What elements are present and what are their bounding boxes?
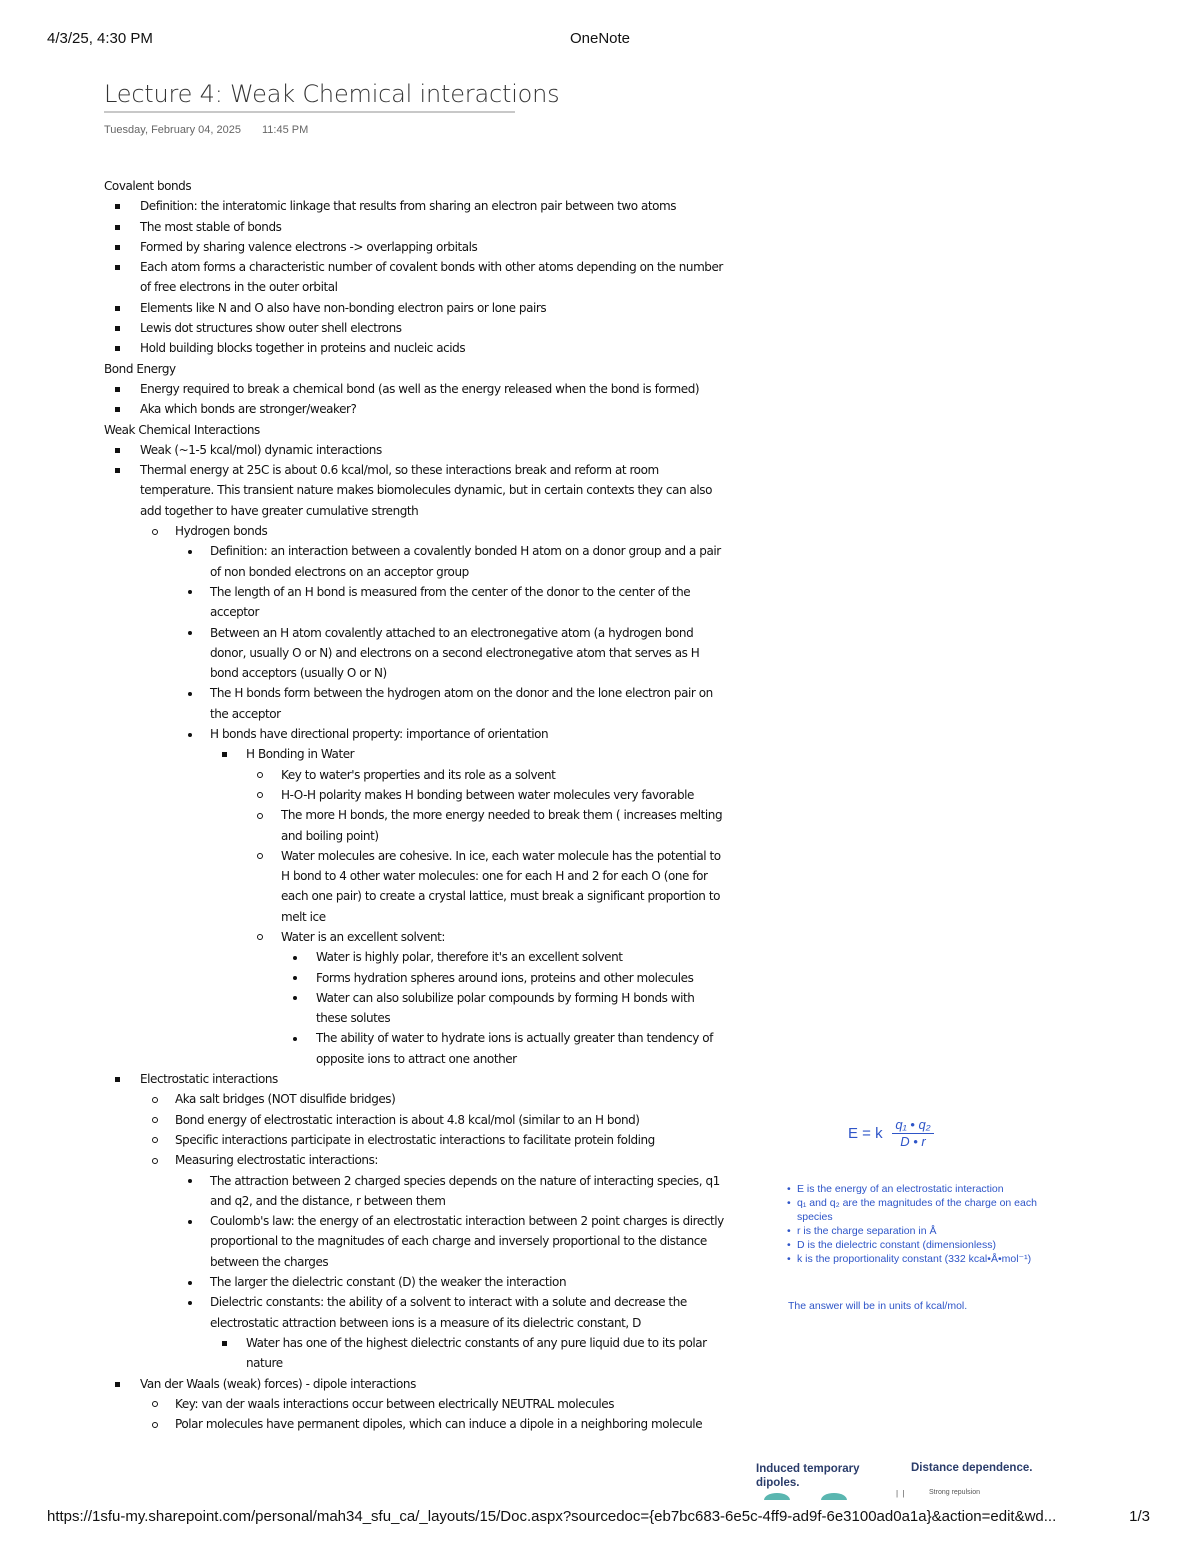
print-url: https://1sfu-my.sharepoint.com/personal/mah34_sfu_ca/_layouts/15/Doc.aspx?sourcedoc={eb7bc683-6e5c-4ff9-ad9f-6e3100ad0a1a}&action=edit&wd... [47, 1508, 1057, 1525]
page-time: 11:45 PM [262, 124, 309, 136]
weak-interactions-list [104, 440, 724, 521]
list-item: Van der Waals (weak) forces) - dipole interactions [104, 1374, 724, 1394]
list-item: Bond energy of electrostatic interaction is about 4.8 kcal/mol (similar to an H bond) [104, 1110, 724, 1130]
equation-numerator: q₁ • q₂ [892, 1117, 934, 1134]
molecule-shape [821, 1493, 847, 1500]
list-item: The more H bonds, the more energy needed to break them ( increases melting and boiling point) [104, 805, 724, 846]
measuring-list [104, 1171, 724, 1333]
print-page-number: 1/3 [1129, 1508, 1150, 1525]
list-item: The H bonds form between the hydrogen atom on the donor and the lone electron pair on the acceptor [104, 683, 724, 724]
list-item: H bonds have directional property: importance of orientation [104, 724, 724, 744]
bond-energy-list [104, 379, 724, 420]
list-item: • D is the dielectric constant (dimensionless) [785, 1238, 1045, 1252]
list-item: Aka which bonds are stronger/weaker? [104, 399, 724, 419]
print-datetime: 4/3/25, 4:30 PM [47, 30, 153, 47]
coulomb-equation [848, 1117, 931, 1149]
list-item: Elements like N and O also have non-bonding electron pairs or lone pairs [104, 298, 724, 318]
list-item: Coulomb's law: the energy of an electrostatic interaction between 2 point charges is directly proportional to the magnitudes of each charge and inversely proportional to the distance between the charges [104, 1211, 724, 1272]
title-underline [104, 111, 515, 113]
list-item: Hold building blocks together in proteins and nucleic acids [104, 338, 724, 358]
list-item: Dielectric constants: the ability of a solvent to interact with a solute and decrease the electrostatic attraction between ions is a measure of its dielectric constant, D [104, 1292, 724, 1333]
list-item: • k is the proportionality constant (332 kcal•Å•mol⁻¹) [785, 1252, 1045, 1266]
dielectric-sub-list [104, 1333, 724, 1374]
water-list [104, 765, 724, 948]
list-item: • q₁ and q₂ are the magnitudes of the charge on each species [785, 1196, 1045, 1224]
list-item: Thermal energy at 25C is about 0.6 kcal/mol, so these interactions break and reform at room temperature. This transient nature makes biomolecules dynamic, but in certain contexts they can also add together to have greater cumulative strength [104, 460, 724, 521]
list-item: Lewis dot structures show outer shell electrons [104, 318, 724, 338]
list-item: Weak (~1-5 kcal/mol) dynamic interactions [104, 440, 724, 460]
graph-axis-marks: | | [896, 1489, 905, 1498]
list-item: H Bonding in Water [104, 744, 724, 764]
list-item: Hydrogen bonds [104, 521, 724, 541]
hbond-details [104, 541, 724, 744]
note-body[interactable] [104, 176, 724, 1434]
section-heading-bond-energy: Bond Energy [104, 361, 176, 376]
list-item: Forms hydration spheres around ions, proteins and other molecules [104, 968, 724, 988]
equation-denominator: D • r [900, 1134, 926, 1149]
distance-dependence-caption: Distance dependence. [911, 1462, 1033, 1474]
list-item: Formed by sharing valence electrons -> overlapping orbitals [104, 237, 724, 257]
list-item: The ability of water to hydrate ions is actually greater than tendency of opposite ions to attract one another [104, 1028, 724, 1069]
page-title[interactable]: Lecture 4: Weak Chemical interactions [104, 80, 560, 108]
list-item: Water is highly polar, therefore it's an excellent solvent [104, 947, 724, 967]
list-item: Energy required to break a chemical bond (as well as the energy released when the bond is formed) [104, 379, 724, 399]
water-heading-list [104, 744, 724, 764]
vdw-list [104, 1394, 724, 1435]
equation-variable-list [785, 1182, 1045, 1266]
vdw-heading-list [104, 1374, 724, 1394]
list-item: Water has one of the highest dielectric constants of any pure liquid due to its polar nature [104, 1333, 724, 1374]
equation-answer-note: The answer will be in units of kcal/mol. [788, 1300, 968, 1312]
list-item: The attraction between 2 charged species depends on the nature of interacting species, q1 and q2, and the distance, r between them [104, 1171, 724, 1212]
list-item: Water can also solubilize polar compounds by forming H bonds with these solutes [104, 988, 724, 1029]
section-heading-weak: Weak Chemical Interactions [104, 422, 260, 437]
list-item: Each atom forms a characteristic number of covalent bonds with other atoms depending on the number of free electrons in the outer orbital [104, 257, 724, 298]
section-heading-covalent: Covalent bonds [104, 179, 192, 193]
list-item: Measuring electrostatic interactions: [104, 1150, 724, 1170]
list-item: Electrostatic interactions [104, 1069, 724, 1089]
list-item: Key to water's properties and its role as a solvent [104, 765, 724, 785]
electrostatic-heading-list [104, 1069, 724, 1089]
list-item: • E is the energy of an electrostatic interaction [785, 1182, 1045, 1196]
list-item: The most stable of bonds [104, 217, 724, 237]
equation-fraction [892, 1117, 934, 1149]
list-item: • r is the charge separation in Å [785, 1224, 1045, 1238]
list-item: Definition: an interaction between a covalently bonded H atom on a donor group and a pair of non bonded electrons on an acceptor group [104, 541, 724, 582]
list-item: Specific interactions participate in electrostatic interactions to facilitate protein folding [104, 1130, 724, 1150]
list-item: Key: van der waals interactions occur between electrically NEUTRAL molecules [104, 1394, 724, 1414]
page-date: Tuesday, February 04, 2025 [104, 124, 241, 136]
list-item: Definition: the interatomic linkage that results from sharing an electron pair between two atoms [104, 196, 724, 216]
hbond-list [104, 521, 724, 541]
list-item: H-O-H polarity makes H bonding between water molecules very favorable [104, 785, 724, 805]
molecule-shape [764, 1493, 790, 1500]
list-item: Water molecules are cohesive. In ice, each water molecule has the potential to H bond to 4 other water molecules: one for each H and 2 for each O (one for each one pair) to create a crystal lattice, must break a significant proportion to melt ice [104, 846, 724, 927]
list-item: The larger the dielectric constant (D) the weaker the interaction [104, 1272, 724, 1292]
list-item: Water is an excellent solvent: [104, 927, 724, 947]
solvent-list [104, 947, 724, 1069]
vdw-figure [756, 1460, 1086, 1500]
induced-dipoles-caption: Induced temporary dipoles. [756, 1463, 860, 1489]
electrostatic-list [104, 1089, 724, 1170]
strong-repulsion-label: Strong repulsion [929, 1489, 980, 1496]
list-item: Polar molecules have permanent dipoles, which can induce a dipole in a neighboring molecule [104, 1414, 724, 1434]
list-item: Aka salt bridges (NOT disulfide bridges) [104, 1089, 724, 1109]
list-item: The length of an H bond is measured from the center of the donor to the center of the acceptor [104, 582, 724, 623]
list-item: Between an H atom covalently attached to an electronegative atom (a hydrogen bond donor, usually O or N) and electrons on a second electronegative atom that serves as H bond acceptors (usually O or N) [104, 623, 724, 684]
covalent-list [104, 196, 724, 358]
print-app-name: OneNote [569, 30, 631, 47]
equation-lhs: E = k [848, 1125, 883, 1142]
